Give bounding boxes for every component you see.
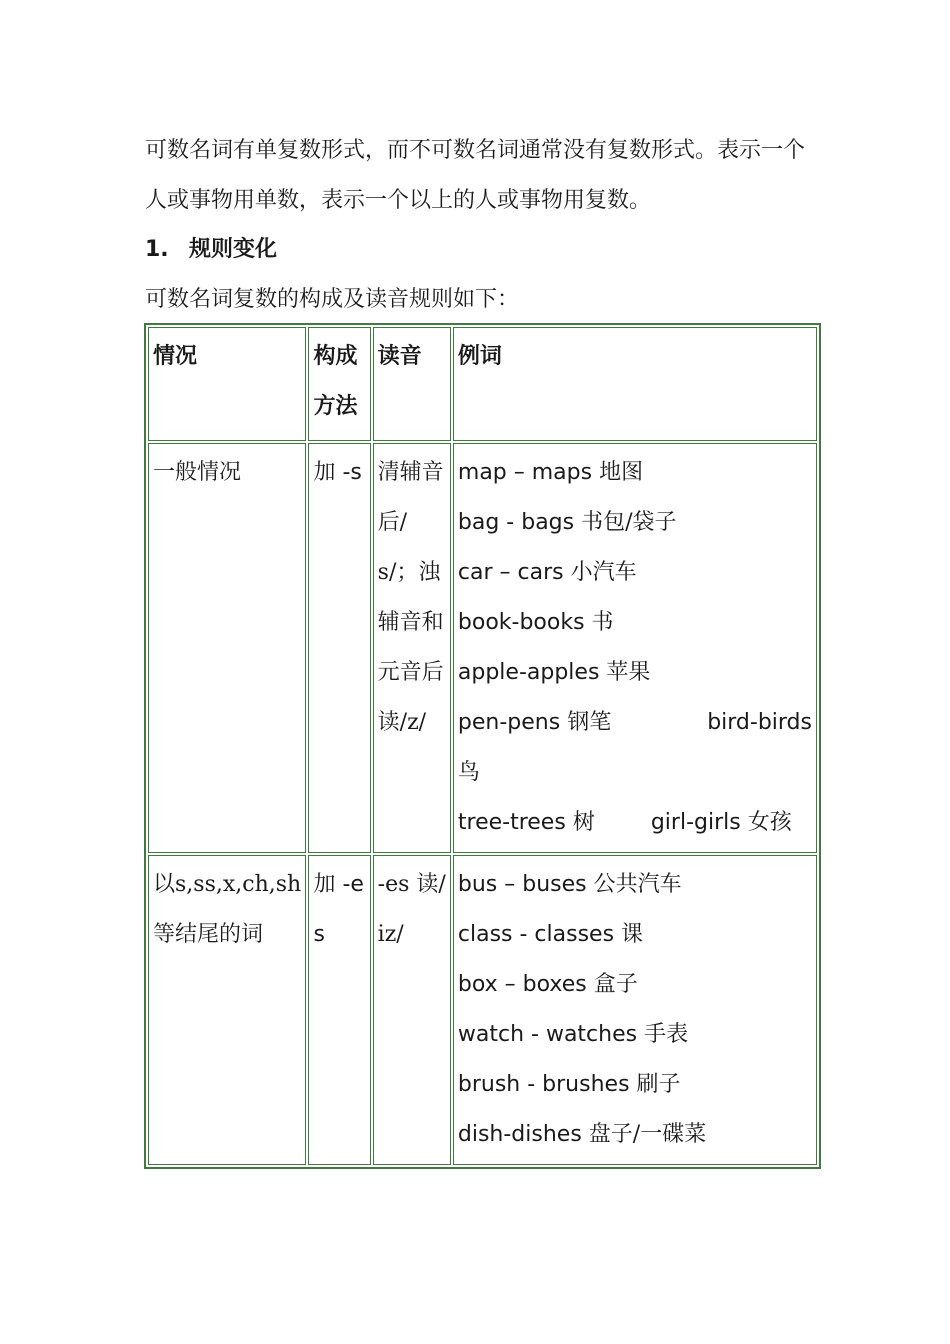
table-header-row [148,327,817,441]
section-title: 规则变化 [189,237,278,262]
header-pronunciation: 读音 [373,327,451,441]
table-row [148,443,817,853]
header-examples: 例词 [453,327,817,441]
pronunciation-cell: 清辅音后/s/；浊辅音和元音后读/z/ [373,443,451,853]
example-item: book-books 书 [457,610,614,635]
situation-cell: 以s,ss,x,ch,sh等结尾的词 [148,855,306,1165]
example-item: 鸟 [457,760,480,785]
examples-cell [453,443,817,853]
example-pair: pen-pens 钢笔 bird-birds [457,710,812,735]
method-cell: 加 -s [308,443,370,853]
table-row [148,855,817,1165]
example-item: bag - bags 书包/袋子 [457,510,677,535]
header-situation: 情况 [148,327,306,441]
example-item: car – cars 小汽车 [457,560,637,585]
pronunciation-cell: -es 读/iz/ [373,855,451,1165]
example-item: dish-dishes 盘子/一碟菜 [457,1122,707,1147]
header-method: 构成方法 [308,327,370,441]
method-cell: 加 -es [308,855,370,1165]
example-item: bus – buses 公共汽车 [457,872,682,897]
section-heading [145,225,277,275]
table-intro: 可数名词复数的构成及读音规则如下： [145,287,520,312]
example-item: brush - brushes 刷子 [457,1072,681,1097]
example-item: class - classes 课 [457,922,644,947]
situation-cell: 一般情况 [148,443,306,853]
section-number: 1. [145,237,169,262]
example-item: box – boxes 盒子 [457,972,638,997]
example-item: apple-apples 苹果 [457,660,651,685]
example-pair: tree-trees 树 girl-girls 女孩 [457,810,792,835]
plural-rules-table [144,323,821,1169]
intro-paragraph: 可数名词有单复数形式，而不可数名词通常没有复数形式。表示一个人或事物用单数，表示一个以上的人或事物用复数。 [145,138,806,213]
example-item: watch - watches 手表 [457,1022,689,1047]
examples-cell [453,855,817,1165]
example-item: map – maps 地图 [457,460,644,485]
